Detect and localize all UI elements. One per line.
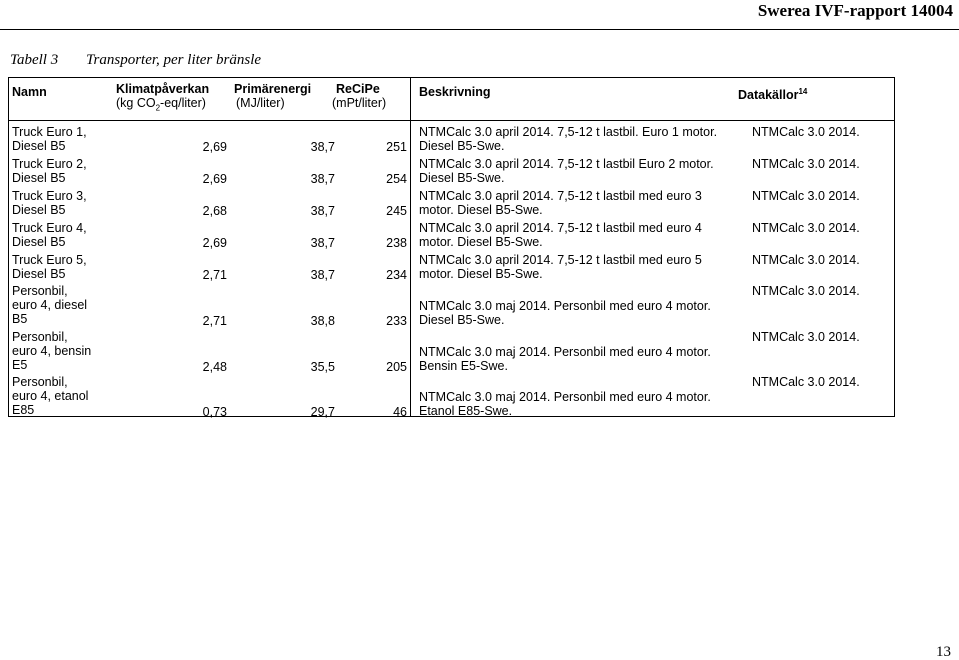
column-header-recipe-label: ReCiPe [336,82,380,96]
row-beskrivning [419,221,702,249]
row-name-line: Personbil, [12,284,68,298]
row-klimatpaverkan: 2,69 [202,140,227,154]
row-datakalla: NTMCalc 3.0 2014. [752,253,860,267]
row-recipe: 233 [386,314,407,328]
row-klimatpaverkan: 2,69 [202,236,227,250]
row-beskrivning-line: Diesel B5-Swe. [419,171,505,185]
transport-table [8,77,895,417]
row-name-line: euro 4, bensin [12,344,92,358]
row-recipe: 234 [386,268,407,282]
row-klimatpaverkan: 2,71 [202,268,227,282]
row-beskrivning [419,125,717,153]
row-datakalla: NTMCalc 3.0 2014. [752,221,860,235]
row-name-line: Personbil, [12,330,68,344]
caption-label: Tabell 3 [10,52,59,68]
row-name-line: Personbil, [12,375,68,389]
column-header-primar-unit: (MJ/liter) [236,96,285,110]
row-name [12,189,87,217]
row-beskrivning [419,390,711,418]
column-header-klimat-label: Klimatpåverkan [116,82,210,96]
row-recipe: 254 [386,172,407,186]
row-primarenergi: 38,7 [310,140,335,154]
row-name-line: E85 [12,403,35,417]
row-beskrivning-line: NTMCalc 3.0 april 2014. 7,5-12 t lastbil med euro 5 [419,253,702,267]
row-beskrivning-line: NTMCalc 3.0 april 2014. 7,5-12 t lastbil med euro 4 [419,221,702,235]
row-beskrivning-line: NTMCalc 3.0 april 2014. 7,5-12 t lastbil med euro 3 [419,189,702,203]
row-datakalla: NTMCalc 3.0 2014. [752,330,860,344]
row-beskrivning-line: motor. Diesel B5-Swe. [419,203,543,217]
row-recipe: 46 [393,405,407,419]
column-header-beskrivning [419,85,491,99]
column-header-primar-label: Primärenergi [234,82,312,96]
row-datakalla: NTMCalc 3.0 2014. [752,125,860,139]
table-border-left [8,77,9,417]
row-beskrivning-line: NTMCalc 3.0 maj 2014. Personbil med euro 4 motor. [419,299,711,313]
column-header-namn-label: Namn [12,85,47,99]
column-header-beskrivning-label: Beskrivning [419,85,491,99]
row-name-line: Truck Euro 4, [12,221,87,235]
row-beskrivning-line: motor. Diesel B5-Swe. [419,235,543,249]
row-klimatpaverkan: 2,48 [202,360,227,374]
row-klimatpaverkan: 2,68 [202,204,227,218]
column-header-klimat-unit [116,96,209,116]
row-name-line: Truck Euro 5, [12,253,87,267]
row-name [12,375,88,417]
caption-title: Transporter, per liter bränsle [86,52,262,68]
klimat-unit-post: -eq/liter) [160,96,206,110]
table-caption [10,51,261,69]
row-recipe: 245 [386,204,407,218]
row-beskrivning [419,299,711,327]
row-primarenergi: 35,5 [310,360,335,374]
row-beskrivning-line: Diesel B5-Swe. [419,313,505,327]
row-beskrivning-line: Diesel B5-Swe. [419,139,505,153]
row-name-line: E5 [12,358,28,372]
column-header-klimatpaverkan [116,82,209,116]
row-name-line: Diesel B5 [12,203,66,217]
row-name-line: Truck Euro 3, [12,189,87,203]
row-datakalla: NTMCalc 3.0 2014. [752,157,860,171]
row-name [12,284,87,326]
row-name-line: euro 4, etanol [12,389,89,403]
row-beskrivning-line: motor. Diesel B5-Swe. [419,267,543,281]
row-name-line: Truck Euro 2, [12,157,87,171]
row-recipe: 205 [386,360,407,374]
row-datakalla: NTMCalc 3.0 2014. [752,375,860,389]
column-header-primarenergi [234,82,311,110]
column-header-datakallor-label: Datakällor [738,88,799,103]
row-name-line: B5 [12,312,28,326]
row-datakalla: NTMCalc 3.0 2014. [752,189,860,203]
report-header: Swerea IVF-rapport 14004 [757,1,953,20]
row-beskrivning [419,345,711,373]
row-klimatpaverkan: 2,69 [202,172,227,186]
row-name [12,330,91,372]
table-divider-description [410,77,411,417]
row-name [12,221,87,249]
row-beskrivning [419,189,702,217]
row-beskrivning [419,253,702,281]
row-beskrivning-line: Etanol E85-Swe. [419,404,513,418]
row-beskrivning-line: NTMCalc 3.0 april 2014. 7,5-12 t lastbil Euro 2 motor. [419,157,714,171]
row-name-line: Diesel B5 [12,171,66,185]
klimat-unit-sub: 2 [155,103,161,113]
row-name-line: Diesel B5 [12,235,66,249]
row-datakalla: NTMCalc 3.0 2014. [752,284,860,298]
row-name-line: Diesel B5 [12,139,66,153]
row-recipe: 238 [386,236,407,250]
table-border-right [894,77,895,417]
column-header-namn [12,85,47,99]
column-header-datakallor [738,85,807,102]
row-beskrivning-line: NTMCalc 3.0 april 2014. 7,5-12 t lastbil. Euro 1 motor. [419,125,718,139]
row-beskrivning-line: NTMCalc 3.0 maj 2014. Personbil med euro 4 motor. [419,390,711,404]
row-beskrivning [419,157,714,185]
row-primarenergi: 29,7 [310,405,335,419]
row-primarenergi: 38,8 [310,314,335,328]
row-name-line: euro 4, diesel [12,298,88,312]
row-name-line: Truck Euro 1, [12,125,87,139]
klimat-unit-pre: (kg CO [116,96,156,110]
table-border-header [8,120,895,121]
row-primarenergi: 38,7 [310,204,335,218]
row-klimatpaverkan: 2,71 [202,314,227,328]
footnote-marker: 14 [798,87,808,96]
row-name [12,157,87,185]
row-beskrivning-line: Bensin E5-Swe. [419,359,508,373]
column-header-recipe [332,82,387,110]
row-primarenergi: 38,7 [310,172,335,186]
row-name-line: Diesel B5 [12,267,66,281]
row-name [12,253,87,281]
column-header-recipe-unit: (mPt/liter) [332,96,387,110]
row-recipe: 251 [386,140,407,154]
row-primarenergi: 38,7 [310,236,335,250]
row-klimatpaverkan: 0,73 [202,405,227,419]
table-border-top [8,77,895,78]
row-primarenergi: 38,7 [310,268,335,282]
header-rule [0,29,959,30]
page-number: 13 [936,644,951,660]
row-name [12,125,87,153]
row-beskrivning-line: NTMCalc 3.0 maj 2014. Personbil med euro 4 motor. [419,345,711,359]
